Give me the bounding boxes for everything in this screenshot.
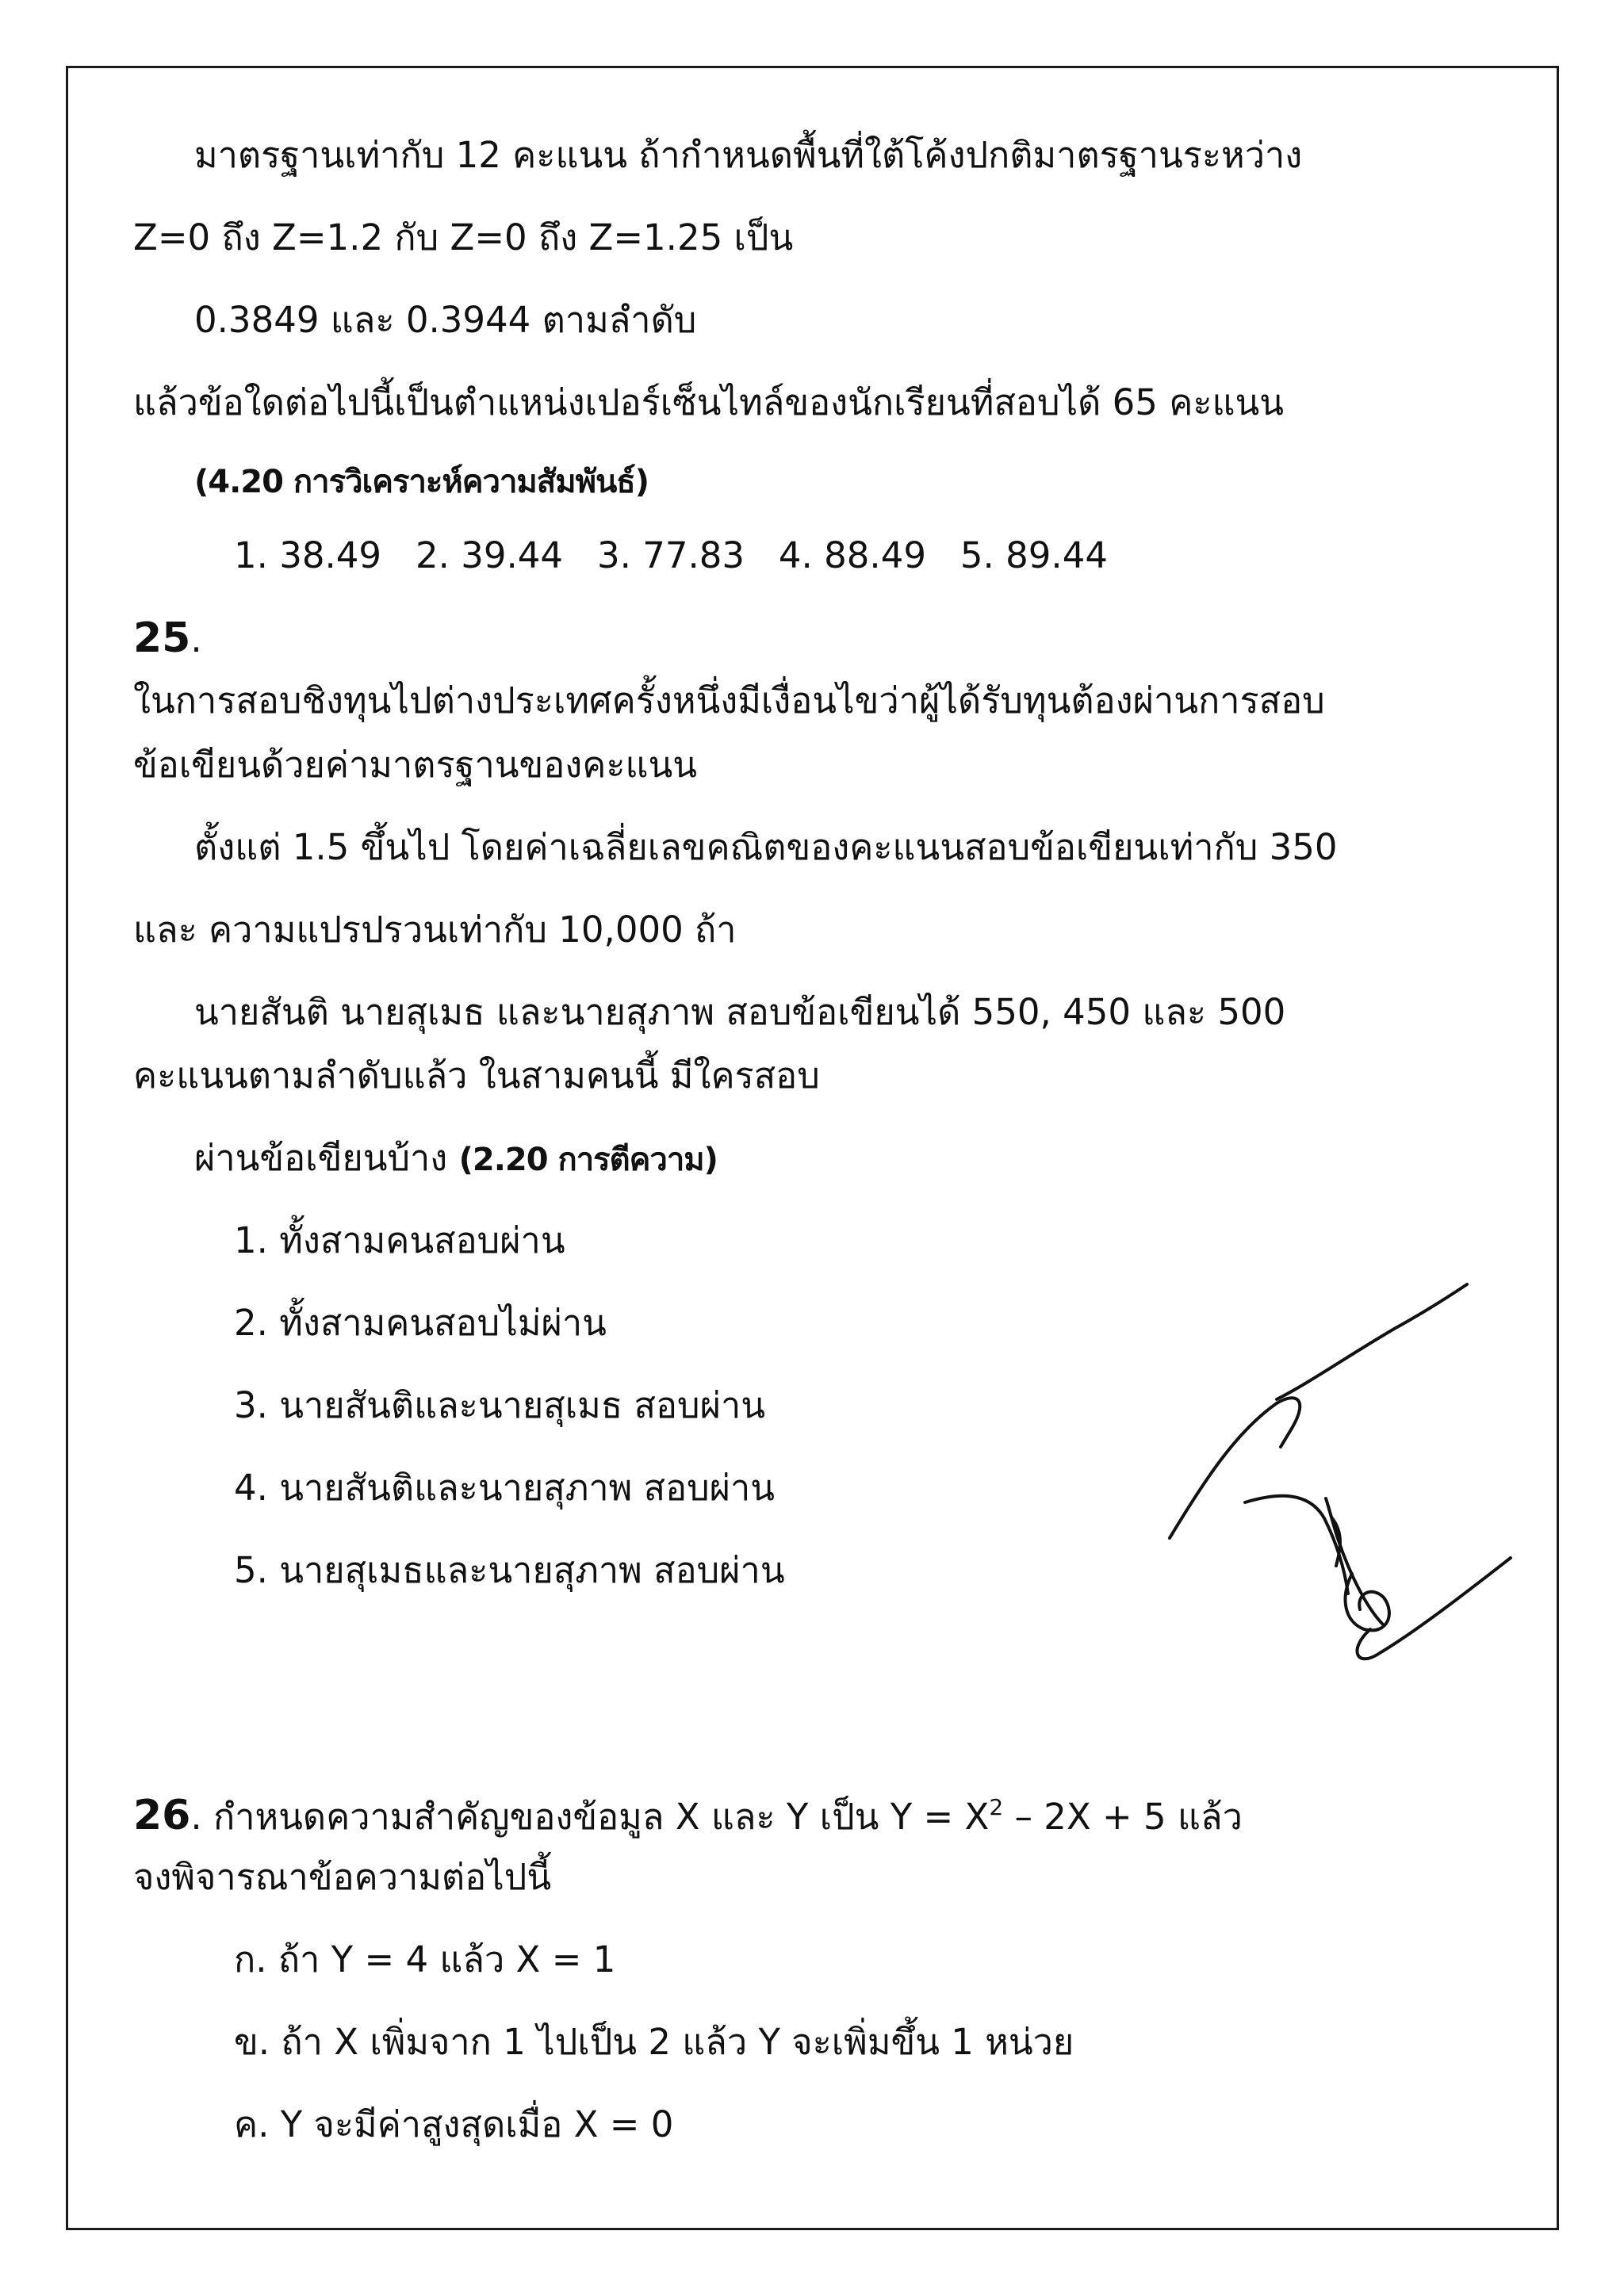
q25-line-7 [194,1136,718,1182]
q24-choices: 1. 38.49 2. 39.44 3. 77.83 4. 88.49 5. 89.44 [234,534,1108,576]
q25-choice-5: 5. นายสุเมธและนายสุภาพ สอบผ่าน [234,1549,785,1591]
q25-line-6: คะแนนตามลำดับแล้ว ในสามคนนี้ มีใครสอบ [133,1054,820,1096]
q25-line-2: ข้อเขียนด้วยค่ามาตรฐานของคะแนน [133,744,698,786]
q24-line-1: มาตรฐานเท่ากับ 12 คะแนน ถ้ากำหนดพื้นที่ใต้โค้งปกติมาตรฐานระหว่าง [194,134,1303,176]
q26-line-1-post: – 2X + 5 แล้ว [1003,1796,1243,1838]
q25-line-3: ตั้งแต่ 1.5 ขึ้นไป โดยค่าเฉลี่ยเลขคณิตของคะแนนสอบข้อเขียนเท่ากับ 350 [194,826,1338,868]
q26-line-1-pre: กำหนดความสำคัญของข้อมูล X และ Y เป็น Y = X [213,1796,990,1838]
q25-choice-1: 1. ทั้งสามคนสอบผ่าน [234,1219,565,1261]
q26-statement-1: ก. ถ้า Y = 4 แล้ว X = 1 [234,1938,616,1980]
q25-heading: 25. [133,614,202,662]
q24-line-3: 0.3849 และ 0.3944 ตามลำดับ [194,299,697,341]
q24-reference: (4.20 การวิเคราะห์ความสัมพันธ์) [194,464,649,500]
q25-choice-2: 2. ทั้งสามคนสอบไม่ผ่าน [234,1302,607,1344]
q25-line-5: นายสันติ นายสุเมธ และนายสุภาพ สอบข้อเขียนได้ 550, 450 และ 500 [194,991,1286,1033]
q24-line-4: แล้วข้อใดต่อไปนี้เป็นตำแหน่งเปอร์เซ็นไทล์ของนักเรียนที่สอบได้ 65 คะแนน [133,381,1285,423]
q25-line-4: และ ความแปรปรวนเท่ากับ 10,000 ถ้า [133,909,737,951]
q26-line-1: 26. กำหนดความสำคัญของข้อมูล X และ Y เป็น $Y = X^2 - 2X + 5$ แล้ว [133,1792,1243,1839]
q25-choice-3: 3. นายสันติและนายสุเมธ สอบผ่าน [234,1384,765,1426]
q25-line-1: ในการสอบชิงทุนไปต่างประเทศครั้งหนึ่งมีเงื่อนไขว่าผู้ได้รับทุนต้องผ่านการสอบ [133,679,1325,721]
q26-exponent: 2 [989,1794,1004,1820]
q25-choice-4: 4. นายสันติและนายสุภาพ สอบผ่าน [234,1467,776,1509]
q25-reference: (2.20 การตีความ) [458,1142,718,1178]
q26-statement-3: ค. Y จะมีค่าสูงสุดเมื่อ X = 0 [234,2103,674,2145]
handwritten-signature [1158,1280,1530,1669]
q25-number: 25 [133,614,191,662]
q26-number: 26 [133,1792,191,1839]
q24-line-2: Z=0 ถึง Z=1.2 กับ Z=0 ถึง Z=1.25 เป็น [133,216,794,258]
q25-line-7-text: ผ่านข้อเขียนบ้าง [194,1137,448,1179]
q26-line-2: จงพิจารณาข้อความต่อไปนี้ [133,1856,552,1898]
q26-statement-2: ข. ถ้า X เพิ่มจาก 1 ไปเป็น 2 แล้ว Y จะเพิ่มขึ้น 1 หน่วย [234,2021,1074,2063]
